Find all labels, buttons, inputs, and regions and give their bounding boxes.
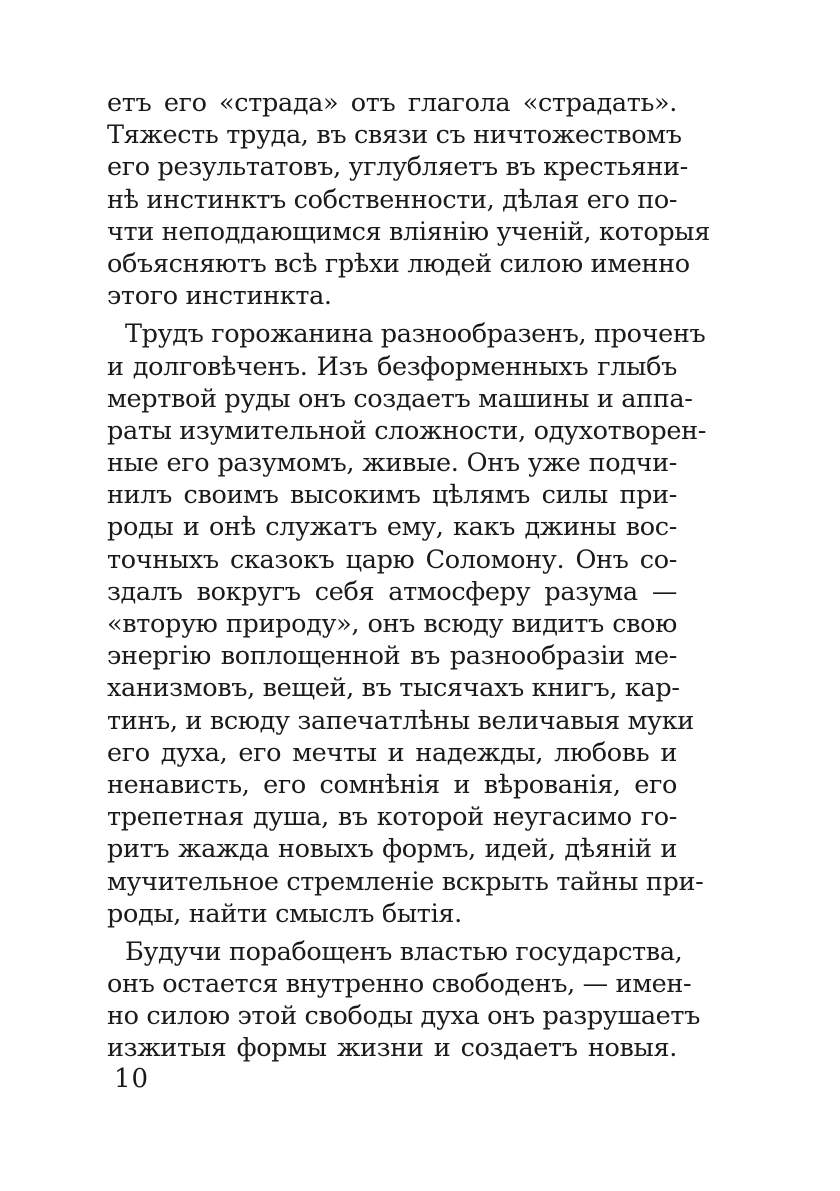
text-line: ненависть, его сомнѣнiя и вѣрованiя, его — [107, 769, 677, 800]
text-line: мучительное стремленiе вскрыть тайны при- — [107, 866, 704, 897]
text-line: роды, найти смыслъ бытiя. — [107, 898, 462, 929]
text-line: Трудъ горожанина разнообразенъ, проченъ — [125, 319, 706, 350]
text-line: «вторую природу», онъ всюду видитъ свою — [107, 609, 677, 639]
text-line: Будучи порабощенъ властью государства, — [125, 936, 683, 967]
text-line: роды и онѣ служатъ ему, какъ джины вос- — [107, 512, 677, 543]
text-line: тинъ, и всюду запечатлѣны величавыя муки — [107, 705, 694, 736]
text-line: трепетная душа, въ которой неугасимо го- — [107, 802, 677, 833]
text-line: Тяжесть труда, въ связи съ ничтожествомъ — [107, 120, 682, 151]
text-line: этого инстинкта. — [107, 281, 332, 312]
text-line: ные его разумомъ, живые. Онъ уже подчи- — [107, 448, 677, 479]
text-line: чти неподдающимся влiянiю ученiй, которыя — [107, 216, 710, 247]
text-line: объясняютъ всѣ грѣхи людей силою именно — [107, 248, 690, 279]
text-line: нѣ инстинктъ собственности, дѣлая его по- — [107, 184, 678, 215]
text-line: онъ остается внутренно свободенъ, — имен- — [107, 969, 692, 1000]
text-line: ритъ жажда новыхъ формъ, идей, дѣянiй и — [107, 834, 677, 865]
text-line: изжитыя формы жизни и создаетъ новыя. — [107, 1033, 677, 1064]
text-line: его результатовъ, углубляетъ въ крестьяни- — [107, 152, 688, 183]
text-line: нилъ своимъ высокимъ цѣлямъ силы при- — [107, 480, 677, 511]
text-line: ханизмовъ, вещей, въ тысячахъ книгъ, кар- — [107, 673, 680, 704]
body-text — [107, 87, 710, 1065]
text-line: етъ его «страда» отъ глагола «страдать». — [107, 88, 677, 118]
text-line: точныхъ сказокъ царю Соломону. Онъ со- — [107, 544, 677, 575]
text-line: энергiю воплощенной въ разнообразiи ме- — [107, 641, 677, 672]
text-line: и долговѣченъ. Изъ безформенныхъ глыбъ — [107, 351, 677, 382]
text-line: раты изумительной сложности, одухотворен- — [107, 415, 707, 446]
text-line: здалъ вокругъ себя атмосферу разума — — [107, 576, 677, 607]
text-line: но силою этой свободы духа онъ разрушаетъ — [107, 1001, 701, 1032]
text-line: его духа, его мечты и надежды, любовь и — [107, 737, 677, 768]
page-number: 10 — [114, 1064, 150, 1094]
text-line: мертвой руды онъ создаетъ машины и аппа- — [107, 383, 693, 414]
